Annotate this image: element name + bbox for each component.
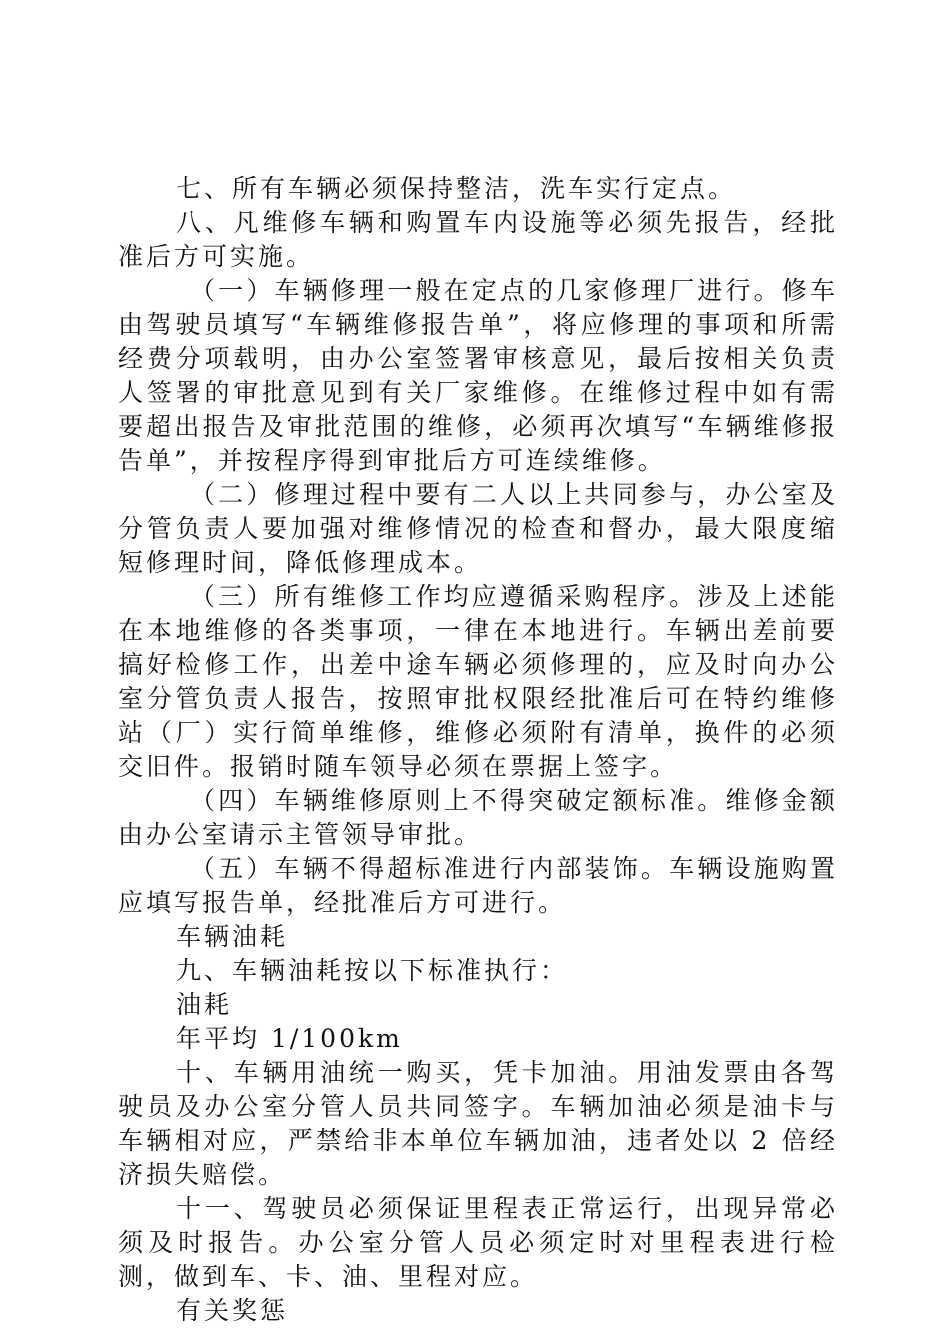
fuel-annual-average: 年平均 1/100km xyxy=(176,1024,403,1053)
paragraph-8-4-repair-quota: （四）车辆维修原则上不得突破定额标准。维修金额由办公室请示主管领导审批。 xyxy=(118,786,838,849)
paragraph-8-5-decoration: （五）车辆不得超标准进行内部装饰。车辆设施购置应填写报告单，经批准后方可进行。 xyxy=(118,854,838,917)
section-heading-rewards: 有关奖惩 xyxy=(176,1296,289,1325)
paragraph-8-3-procurement: （三）所有维修工作均应遵循采购程序。涉及上述能在本地维修的各类事项，一律在本地进行。车辆出差前要搞好检修工作，出差中途车辆必须修理的，应及时向办公室分管负责人报告，按照审批权限经批准后可在特约维修站（厂）实行简单维修，维修必须附有清单，换件的必须交旧件。报销时随车领导必须在票据上签字。 xyxy=(118,582,838,781)
paragraph-10-fuel-purchase: 十、车辆用油统一购买，凭卡加油。用油发票由各驾驶员及办公室分管人员共同签字。车辆加油必须是油卡与车辆相对应，严禁给非本单位车辆加油，违者处以 2 倍经济损失赔偿。 xyxy=(118,1058,838,1189)
fuel-label: 油耗 xyxy=(176,990,233,1019)
document-body xyxy=(118,172,838,1328)
paragraph-8-repair-approval: 八、凡维修车辆和购置车内设施等必须先报告，经批准后方可实施。 xyxy=(118,208,838,271)
paragraph-7-cleanliness: 七、所有车辆必须保持整洁，洗车实行定点。 xyxy=(176,174,737,203)
paragraph-9-fuel-standard: 九、车辆油耗按以下标准执行： xyxy=(176,956,569,985)
section-heading-fuel: 车辆油耗 xyxy=(176,922,289,951)
paragraph-8-1-repair-shops: （一）车辆修理一般在定点的几家修理厂进行。修车由驾驶员填写“车辆维修报告单”，将应修理的事项和所需经费分项载明，由办公室签署审核意见，最后按相关负责人签署的审批意见到有关厂家维修。在维修过程中如有需要超出报告及审批范围的维修，必须再次填写“车辆维修报告单”，并按程序得到审批后方可连续维修。 xyxy=(118,276,838,475)
paragraph-8-2-repair-supervision: （二）修理过程中要有二人以上共同参与，办公室及分管负责人要加强对维修情况的检查和督办，最大限度缩短修理时间，降低修理成本。 xyxy=(118,480,838,577)
paragraph-11-odometer: 十一、驾驶员必须保证里程表正常运行，出现异常必须及时报告。办公室分管人员必须定时对里程表进行检测，做到车、卡、油、里程对应。 xyxy=(118,1194,838,1291)
